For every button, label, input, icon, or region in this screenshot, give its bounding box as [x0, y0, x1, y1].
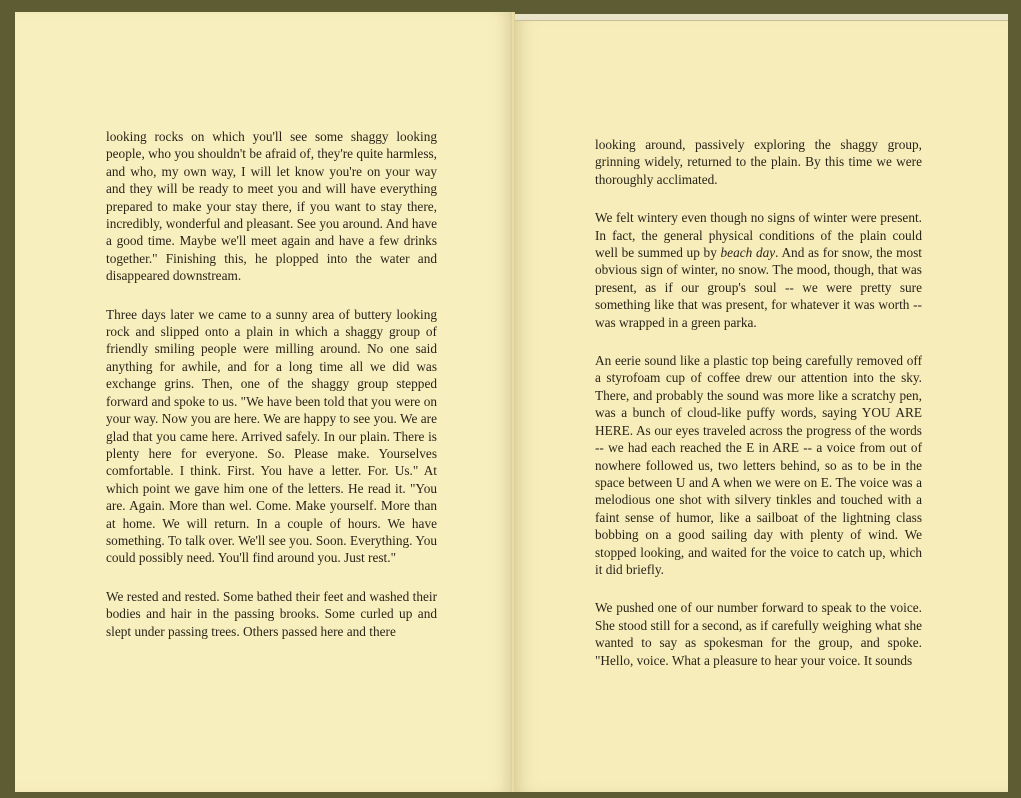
left-paragraph-1: looking rocks on which you'll see some shaggy looking people, who you shouldn't be afraid of, they're quite harmless, and who, my own way, I will let know you're on your way and they will be ready to meet you and will have everything prepared to make your stay there, if you want to stay there, incredibly, wonderful and pleasant. See you around. And have a good time. Maybe we'll meet again and have a few drinks together." Finishing this, he plopped into the water and disappeared downstream.	[106, 129, 437, 284]
page-edge	[514, 14, 1008, 21]
right-paragraph-2-start: We felt wintery even though no signs of winter were present. In fact, the general physical conditions of the plain could well be summed up by	[595, 210, 922, 261]
right-paragraph-3: An eerie sound like a plastic top being carefully removed off a styrofoam cup of coffee drew our attention into the sky. There, and probably the sound was more like a scratchy pen, was a bunch of cloud-like puffy words, saying YOU ARE HERE. As our eyes traveled across the progress of the words -- we had each reached the E in ARE -- a voice from out of nowhere followed us, two letters behind, so as to be in the space between U and A when we were on E. The voice was a melodious one shot with silvery tinkles and touched with a faint sense of humor, like a sailboat of the lightning class bobbing on a good sailing day with plenty of wind. We stopped looking, and waited for the voice to catch up, which it did briefly.	[595, 353, 922, 577]
right-paragraph-2-italic: beach day	[720, 245, 776, 261]
left-paragraph-2: Three days later we came to a sunny area of buttery looking rock and slipped onto a plain in which a shaggy group of friendly smiling people were milling around. No one said anything for awhile, and for a long time all we did was exchange grins. Then, one of the shaggy group stepped forward and spoke to us. "We have been told that you were on your way. Now you are here. We are happy to see you. We are glad that you came here. Arrived safely. In our plain. There is plenty here for everyone. So. Please make. Yourselves comfortable. I think. First. You have a letter. For. Us." At which point we gave him one of the letters. He read it. "You are. Again. More than wel. Come. Make yourself. More than at home. We will return. In a couple of hours. We have something. To talk over. We'll see you. Soon. Everything. You could possibly need. You'll find around you. Just rest."	[106, 306, 437, 566]
right-paragraph-1: looking around, passively exploring the shaggy group, grinning widely, returned to the plain. By this time we were thoroughly acclimated.	[595, 137, 922, 187]
right-paragraph-2	[595, 209, 922, 331]
book-spine	[511, 12, 515, 792]
right-page-text	[595, 136, 922, 690]
right-paragraph-4: We pushed one of our number forward to speak to the voice. She stood still for a second, as if carefully weighing what she wanted to say as spokesman for the group, and spoke. "Hello, voice. What a pleasure to hear your voice. It sounds	[595, 600, 922, 668]
left-paragraph-3: We rested and rested. Some bathed their feet and washed their bodies and hair in the passing brooks. Some curled up and slept under passing trees. Others passed here and there	[106, 588, 437, 639]
right-paragraph-2-end: . And as for snow, the most obvious sign of winter, no snow. The mood, though, that was present, as if our group's soul -- we were pretty sure something like that was present, for whatever it was worth -- was wrapped in a green parka.	[595, 245, 922, 330]
left-page-text	[106, 128, 437, 661]
